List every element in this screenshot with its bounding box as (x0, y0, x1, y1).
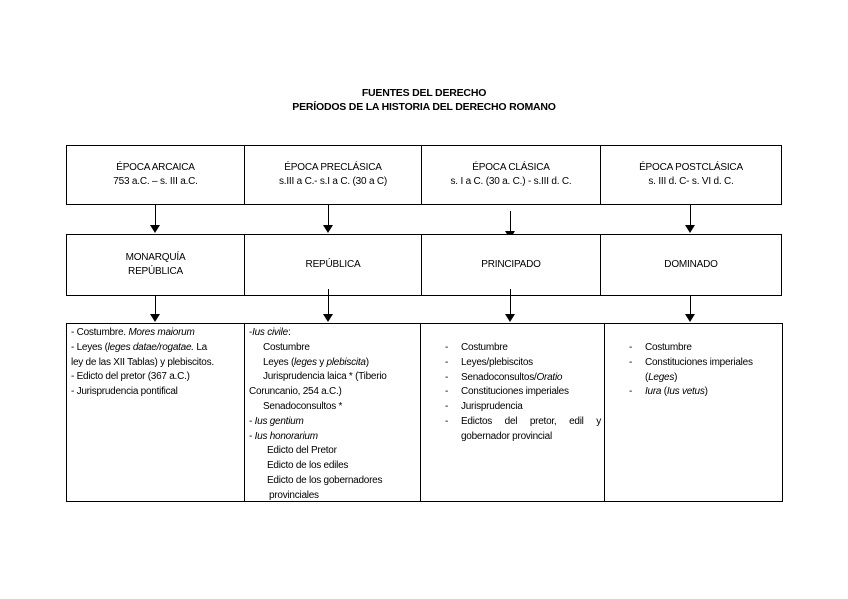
epoch-name: ÉPOCA PRECLÁSICA (284, 162, 382, 173)
arrow-down-icon (150, 296, 160, 323)
epoch-dates: s. I a C. (30 a. C.) - s.III d. C. (450, 176, 572, 187)
source-item-continued: Coruncanio, 254 a.C.) (249, 386, 342, 398)
source-item: - Costumbre. Mores maiorum (71, 327, 195, 338)
source-item: - Leyes/plebiscitos (445, 356, 533, 368)
source-item: - Costumbre (629, 342, 692, 353)
regime-box-clasica (421, 234, 601, 296)
sources-table (66, 323, 783, 502)
arrow-down-icon (685, 296, 695, 323)
epoch-name: ÉPOCA CLÁSICA (472, 162, 550, 173)
regime-label: DOMINADO (664, 259, 718, 270)
epoch-name: ÉPOCA ARCAICA (116, 162, 195, 173)
epoch-box-arcaica (66, 145, 245, 205)
source-item-continued: provinciales (269, 489, 319, 501)
regime-label: MONARQUÍA (125, 252, 186, 263)
arrow-down-icon (323, 205, 333, 234)
source-item: - Jurisprudencia pontifical (71, 386, 178, 398)
source-item: - Leyes (leges datae/rogatae. La (71, 341, 207, 353)
sources-cell-postclasica (604, 324, 782, 501)
diagram-title: FUENTES DEL DERECHO (361, 87, 487, 99)
source-item-continued: ley de las XII Tablas) y plebiscitos. (71, 356, 214, 368)
source-item: Leyes (leges y plebiscita) (263, 356, 369, 368)
source-heading: - Ius honorarium (249, 430, 318, 442)
source-item: Edicto de los ediles (267, 460, 349, 472)
source-item: Jurisprudencia laica * (Tiberio (263, 371, 387, 383)
arrow-down-icon (505, 289, 515, 323)
source-item: - Jurisprudencia (445, 401, 523, 413)
source-item: - Iura (Ius vetus) (629, 386, 708, 398)
regime-box-arcaica (66, 234, 245, 296)
source-item: - Constituciones imperiales (445, 386, 569, 398)
source-item: Costumbre (263, 341, 310, 353)
regime-box-postclasica (600, 234, 782, 296)
arrow-down-icon (323, 289, 333, 323)
source-item: - Costumbre (445, 342, 508, 353)
arrow-down-icon (685, 205, 695, 234)
epoch-box-postclasica (600, 145, 782, 205)
regime-label: REPÚBLICA (128, 266, 183, 277)
epoch-box-clasica (421, 145, 601, 205)
source-item: Edicto del Pretor (267, 445, 337, 457)
epoch-box-preclasica (244, 145, 422, 205)
sources-cell-preclasica (244, 324, 422, 501)
epoch-dates: s. III d. C- s. VI d. C. (648, 176, 734, 187)
arrow-down-icon (150, 205, 160, 234)
epoch-dates: 753 a.C. – s. III a.C. (113, 176, 198, 187)
source-item: - Constituciones imperiales (Leges) (629, 356, 753, 383)
epoch-name: ÉPOCA POSTCLÁSICA (639, 162, 743, 173)
regime-label: REPÚBLICA (305, 259, 361, 270)
source-item: - Senadoconsultos/Oratio (445, 371, 563, 383)
source-item: - Edicto del pretor (367 a.C.) (71, 371, 190, 383)
epoch-dates: s.III a C.- s.I a C. (30 a C) (278, 176, 388, 187)
source-heading: -Ius civile: (249, 327, 291, 338)
regime-box-preclasica (244, 234, 422, 296)
source-item: Edicto de los gobernadores (267, 474, 383, 486)
sources-cell-clasica (420, 324, 605, 501)
source-item: Senadoconsultos * (263, 400, 343, 412)
sources-cell-arcaica (67, 324, 245, 501)
diagram-subtitle: PERÍODOS DE LA HISTORIA DEL DERECHO ROMANO (292, 101, 556, 113)
regime-label: PRINCIPADO (481, 259, 541, 270)
source-heading: - Ius gentium (249, 415, 304, 427)
source-item: - Edictos del pretor, edil y gobernador provincial (445, 415, 601, 442)
